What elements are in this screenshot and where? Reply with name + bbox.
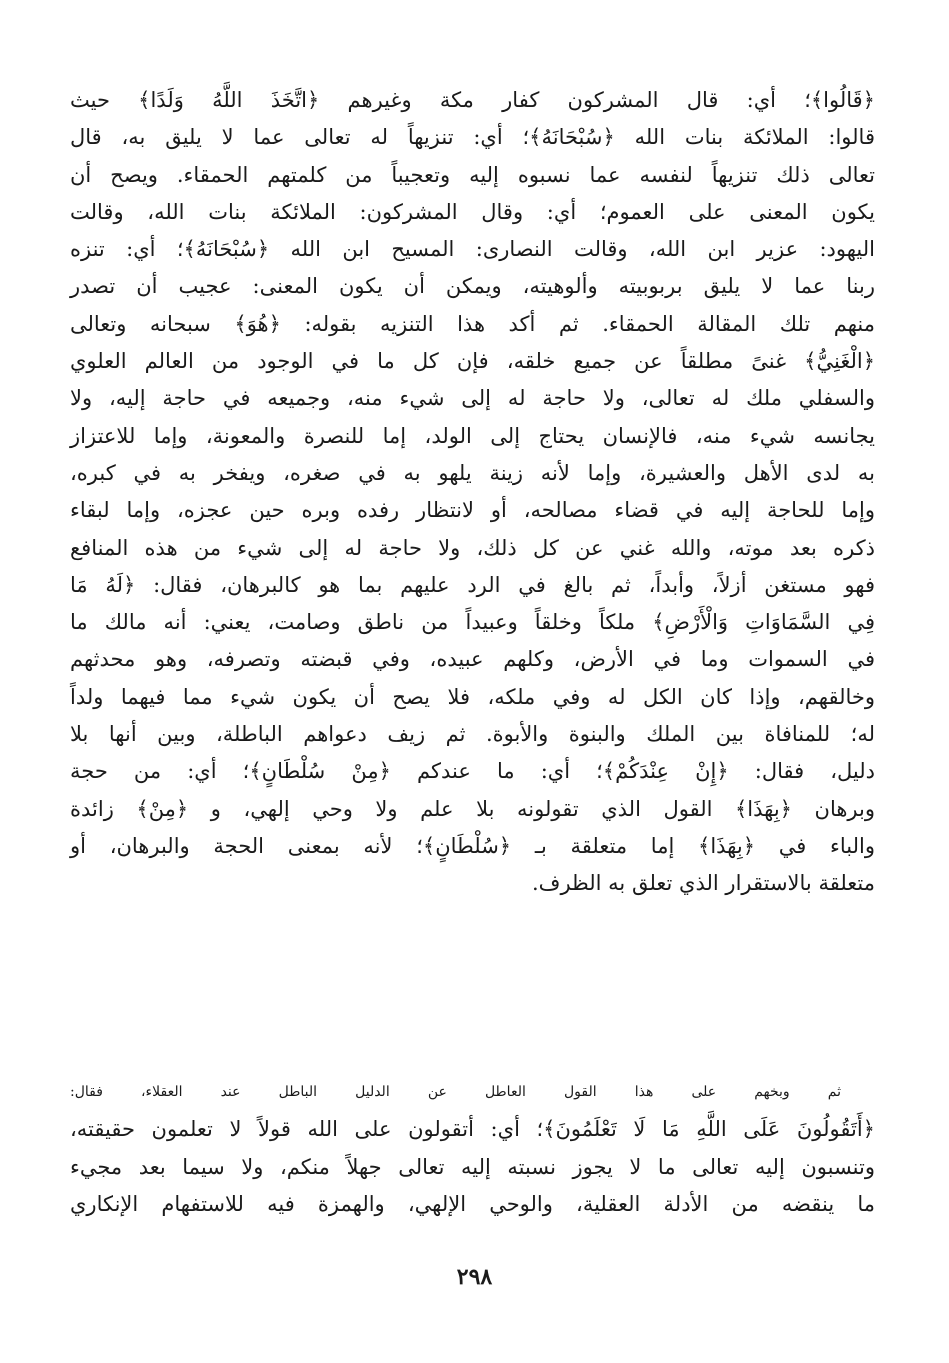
- text-line: ذكره بعد موته، والله غني عن كل ذلك، ولا حاجة له إلى شيء من هذه المنافع: [70, 535, 875, 560]
- text-line: ﴿الْغَنِيُّ﴾ غنىً مطلقاً عن جميع خلقه، فإن كل ما في الوجود من العالم العلوي: [70, 349, 875, 374]
- text-line: تعالى ذلك تنزيهاً لنفسه عما نسبوه إليه وتعجيباً من كلمتهم الحمقاء. ويصح أن: [70, 162, 875, 187]
- paragraph-tafsir-2: [70, 1074, 875, 1223]
- text-line: والسفلي ملك له تعالى، ولا حاجة له إلى شيء منه، وجميعه في حاجة إليه، ولا: [70, 386, 875, 411]
- text-line: ﴿قَالُوا﴾؛ أي: قال المشركون كفار مكة وغيرهم ﴿اتَّخَذَ اللَّهُ وَلَدًا﴾ حيث: [70, 88, 875, 112]
- text-line: والباء في ﴿بِهَذَا﴾ إما متعلقة بـ ﴿سُلْطَانٍ﴾؛ لأنه بمعنى الحجة والبرهان، أو: [70, 833, 875, 858]
- text-line: ربنا عما لا يليق بربوبيته وألوهيته، ويمكن أن يكون المعنى: عجيب أن تصدر: [70, 274, 875, 299]
- text-line: اليهود: عزير ابن الله، وقالت النصارى: المسيح ابن الله ﴿سُبْحَانَهُ﴾؛ أي: تنزه: [70, 237, 875, 262]
- page-number: ٢٩٨: [456, 1264, 493, 1290]
- text-line: ﴿أَتَقُولُونَ عَلَى اللَّهِ مَا لَا تَعْلَمُونَ﴾؛ أي: أتقولون على الله قولاً لا تعلمون حقيقته،: [70, 1117, 875, 1142]
- paragraph-tafsir-1: [70, 82, 875, 903]
- text-line: في السموات وما في الأرض، وكلهم عبيده، وفي قبضته وتصرفه، وهو محدثهم: [70, 647, 875, 672]
- text-line: ما ينقضه من الأدلة العقلية، والوحي الإلهي، والهمزة فيه للاستفهام الإنكاري: [70, 1191, 875, 1216]
- text-line: يجانسه شيء منه، فالإنسان يحتاج إلى الولد، إما للنصرة والمعونة، وإما للاعتزاز: [70, 423, 875, 448]
- text-line: متعلقة بالاستقرار الذي تعلق به الظرف.: [532, 871, 875, 896]
- text-line: وبرهان ﴿بِهَذَا﴾ القول الذي تقولونه بلا علم ولا وحي إلهي، و ﴿مِنْ﴾ زائدة: [70, 796, 875, 821]
- text-line: ثم وبخهم على هذا القول العاطل عن الدليل الباطل عند العقلاء، فقال:: [70, 1084, 841, 1100]
- text-line: فهو مستغن أزلاً، وأبداً، ثم بالغ في الرد عليهم بما هو كالبرهان، فقال: ﴿لَهُ مَا: [70, 572, 875, 597]
- text-line: دليل، فقال: ﴿إِنْ عِنْدَكُمْ﴾؛ أي: ما عندكم ﴿مِنْ سُلْطَانٍ﴾؛ أي: من حجة: [70, 759, 875, 784]
- text-line: يكون المعنى على العموم؛ أي: وقال المشركون: الملائكة بنات الله، وقالت: [70, 199, 875, 224]
- text-line: قالوا: الملائكة بنات الله ﴿سُبْحَانَهُ﴾؛ أي: تنزيهاً له تعالى عما لا يليق به، قال: [70, 125, 875, 150]
- text-line: به لدى الأهل والعشيرة، وإما لأنه زينة يلهو به في صغره، ويفخر به في كبره،: [70, 460, 875, 485]
- text-line: منهم تلك المقالة الحمقاء. ثم أكد هذا التنزيه بقوله: ﴿هُوَ﴾ سبحانه وتعالى: [70, 311, 875, 336]
- text-line: له؛ للمنافاة بين الملك والبنوة والأبوة. ثم زيف دعواهم الباطلة، وبين أنها بلا: [70, 722, 875, 747]
- text-line: وإما للحاجة إليه في قضاء مصالحه، أو لانتظار رفده وبره حين عجزه، وإما لبقاء: [70, 498, 875, 523]
- text-line: وخالقهم، وإذا كان الكل له وفي ملكه، فلا يصح أن يكون شيء مما فيهما ولداً: [70, 684, 875, 709]
- text-line: فِي السَّمَاوَاتِ وَالْأَرْضِ﴾ ملكاً وخلقاً وعبيداً من ناطق وصامت، يعني: أنه مالك ما: [70, 610, 875, 635]
- text-line: وتنسبون إليه تعالى ما لا يجوز نسبته إليه تعالى جهلاً منكم، ولا سيما بعد مجيء: [70, 1154, 875, 1179]
